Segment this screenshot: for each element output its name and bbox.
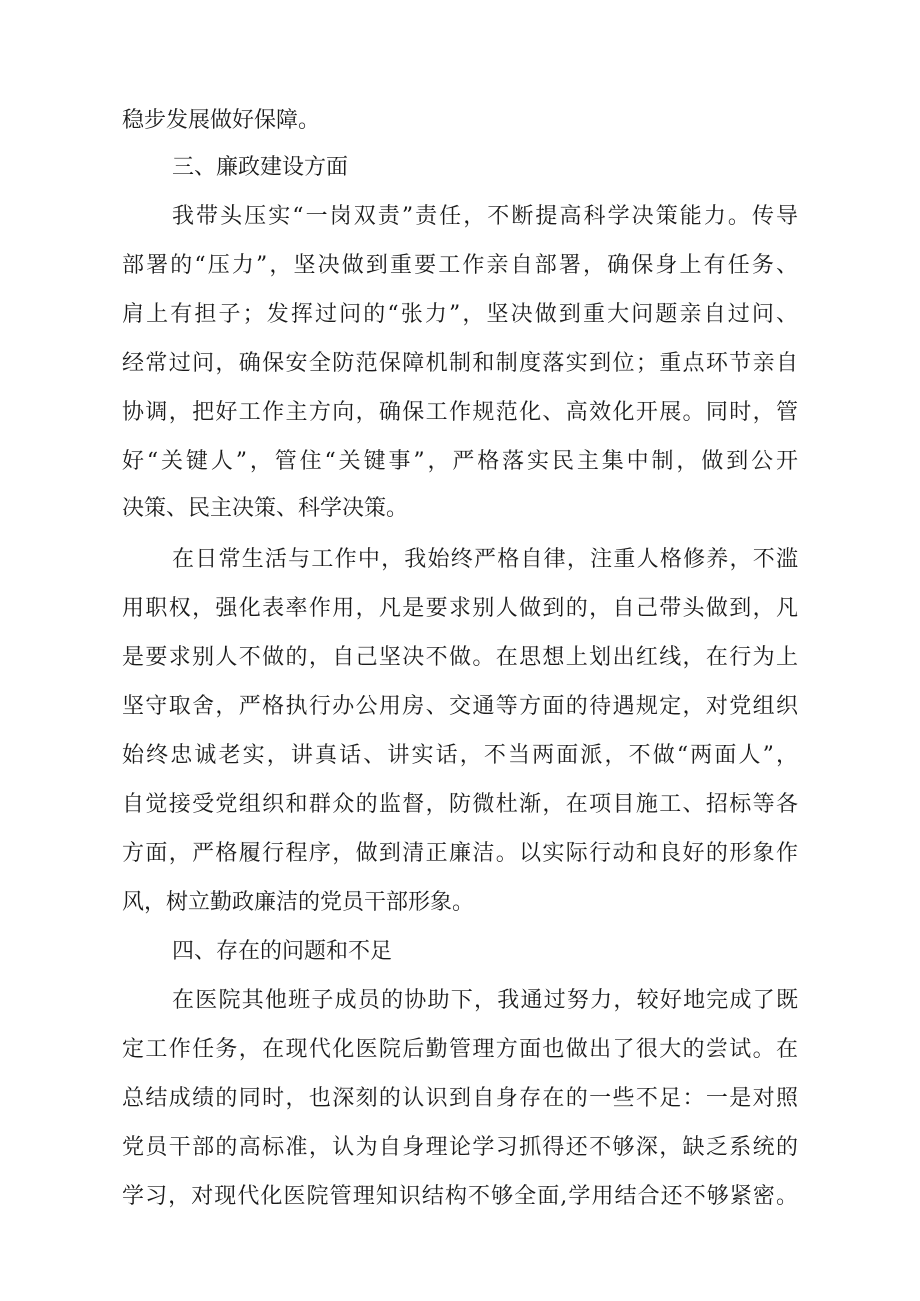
paragraph-line: 始终忠诚老实，讲真话、讲实话，不当两面派，不做“两面人”，: [122, 743, 798, 768]
paragraph-line: 用职权，强化表率作用，凡是要求别人做到的，自己带头做到，凡: [122, 596, 798, 621]
paragraph-line: 学习，对现代化医院管理知识结构不够全面,学用结合还不够紧密。: [122, 1184, 798, 1209]
paragraph-line: 肩上有担子；发挥过问的“张力”，坚决做到重大问题亲自过问、: [122, 302, 798, 327]
paragraph-line: 在日常生活与工作中，我始终严格自律，注重人格修养，不滥: [172, 547, 798, 572]
paragraph-line: 好“关键人”，管住“关键事”，严格落实民主集中制，做到公开: [122, 449, 798, 474]
paragraph-line: 在医院其他班子成员的协助下，我通过努力，较好地完成了既: [172, 988, 798, 1013]
paragraph-line: 我带头压实“一岗双责”责任，不断提高科学决策能力。传导: [172, 204, 798, 229]
paragraph-line: 部署的“压力”，坚决做到重要工作亲自部署，确保身上有任务、: [122, 253, 798, 278]
paragraph-line: 党员干部的高标准，认为自身理论学习抓得还不够深，缺乏系统的: [122, 1135, 798, 1160]
paragraph-line: 方面，严格履行程序，做到清正廉洁。以实际行动和良好的形象作: [122, 841, 798, 866]
paragraph-line: 协调，把好工作主方向，确保工作规范化、高效化开展。同时，管: [122, 400, 798, 425]
paragraph-line: 总结成绩的同时，也深刻的认识到自身存在的一些不足：一是对照: [122, 1086, 798, 1111]
paragraph-line: 自觉接受党组织和群众的监督，防微杜渐，在项目施工、招标等各: [122, 792, 798, 817]
section-heading: 四、存在的问题和不足: [172, 939, 393, 964]
paragraph-line: 决策、民主决策、科学决策。: [122, 496, 409, 521]
paragraph-line: 坚守取舍，严格执行办公用房、交通等方面的待遇规定，对党组织: [122, 694, 798, 719]
section-heading: 三、廉政建设方面: [172, 155, 349, 180]
paragraph-line: 稳步发展做好保障。: [122, 108, 321, 133]
paragraph-line: 是要求别人不做的，自己坚决不做。在思想上划出红线，在行为上: [122, 645, 798, 670]
paragraph-line: 经常过问，确保安全防范保障机制和制度落实到位；重点环节亲自: [122, 351, 798, 376]
paragraph-line: 风，树立勤政廉洁的党员干部形象。: [122, 890, 475, 915]
paragraph-line: 定工作任务，在现代化医院后勤管理方面也做出了很大的尝试。在: [122, 1037, 798, 1062]
